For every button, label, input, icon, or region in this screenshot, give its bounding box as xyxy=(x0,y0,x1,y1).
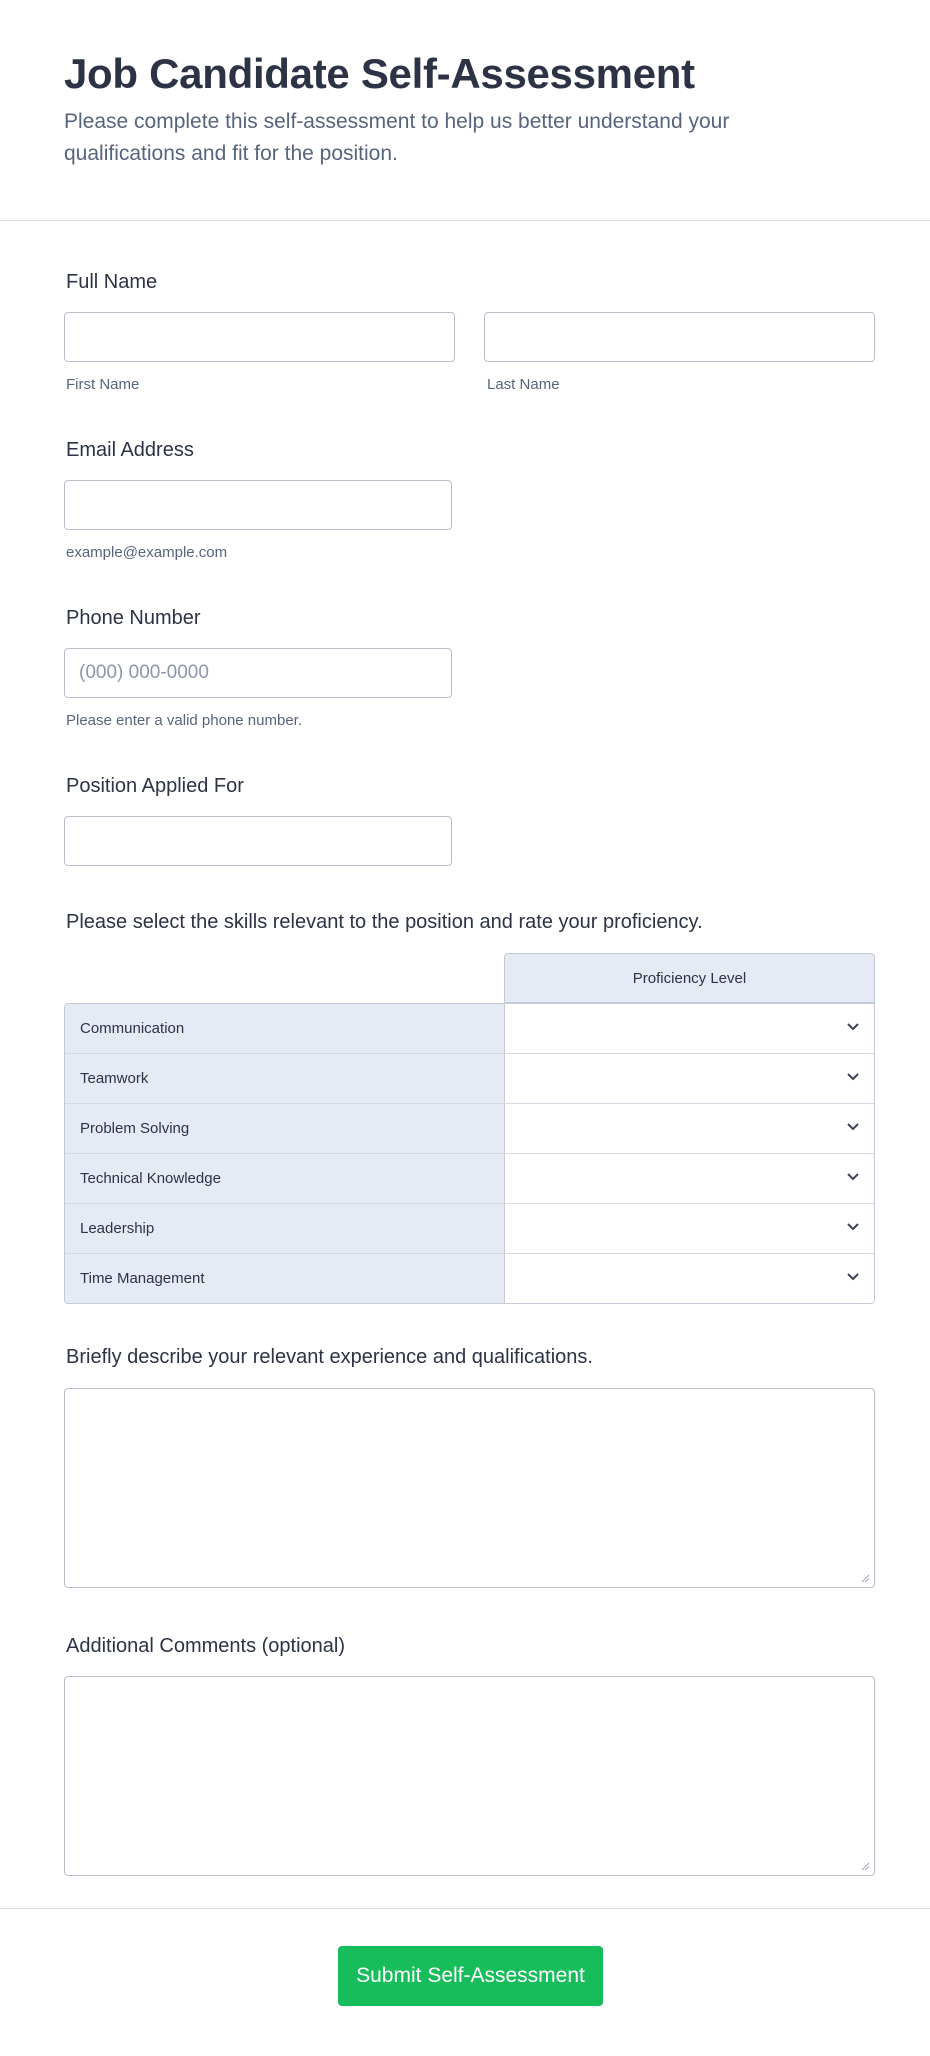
skill-label: Leadership xyxy=(65,1204,505,1253)
chevron-down-icon xyxy=(846,1220,860,1234)
chevron-down-icon xyxy=(846,1070,860,1084)
skills-label: Please select the skills relevant to the position and rate your proficiency. xyxy=(66,911,703,933)
skill-label: Teamwork xyxy=(65,1054,505,1103)
skill-label: Technical Knowledge xyxy=(65,1154,505,1203)
phone-label: Phone Number xyxy=(66,607,201,629)
page-subtitle: Please complete this self-assessment to help us better understand your qualifications and fit for the position. xyxy=(64,110,730,165)
full-name-label: Full Name xyxy=(66,271,158,293)
submit-button[interactable]: Submit Self-Assessment xyxy=(338,1946,603,2006)
chevron-down-icon xyxy=(846,1120,860,1134)
skill-row-time-management xyxy=(65,1254,874,1303)
phone-input[interactable] xyxy=(64,648,452,698)
skill-row-leadership xyxy=(65,1204,874,1254)
skill-row-technical-knowledge xyxy=(65,1154,874,1204)
resize-grip-icon[interactable] xyxy=(860,1573,870,1583)
form-footer xyxy=(0,1908,930,2056)
experience-label: Briefly describe your relevant experience and qualifications. xyxy=(66,1346,593,1368)
proficiency-select-teamwork[interactable] xyxy=(505,1054,874,1103)
last-name-sublabel: Last Name xyxy=(487,376,560,393)
chevron-down-icon xyxy=(846,1270,860,1284)
chevron-down-icon xyxy=(846,1020,860,1034)
skill-label: Communication xyxy=(65,1004,505,1053)
resize-grip-icon[interactable] xyxy=(860,1861,870,1871)
skill-label: Time Management xyxy=(65,1254,505,1303)
email-label: Email Address xyxy=(66,439,194,461)
experience-textarea[interactable] xyxy=(64,1388,875,1588)
skill-row-teamwork xyxy=(65,1054,874,1104)
page-title: Job Candidate Self-Assessment xyxy=(64,50,695,97)
proficiency-column-header: Proficiency Level xyxy=(504,953,875,1003)
comments-textarea[interactable] xyxy=(64,1676,875,1876)
email-input[interactable] xyxy=(64,480,452,530)
proficiency-select-leadership[interactable] xyxy=(505,1204,874,1253)
proficiency-select-communication[interactable] xyxy=(505,1004,874,1053)
form-header xyxy=(0,0,930,221)
chevron-down-icon xyxy=(846,1170,860,1184)
position-input[interactable] xyxy=(64,816,452,866)
phone-sublabel: Please enter a valid phone number. xyxy=(66,712,302,729)
proficiency-select-time-management[interactable] xyxy=(505,1254,874,1303)
first-name-input[interactable] xyxy=(64,312,455,362)
email-sublabel: example@example.com xyxy=(66,544,228,561)
proficiency-select-technical-knowledge[interactable] xyxy=(505,1154,874,1203)
skill-row-problem-solving xyxy=(65,1104,874,1154)
comments-label: Additional Comments (optional) xyxy=(66,1635,346,1657)
skill-label: Problem Solving xyxy=(65,1104,505,1153)
position-label: Position Applied For xyxy=(66,775,244,797)
skills-matrix-body xyxy=(64,1003,875,1304)
proficiency-select-problem-solving[interactable] xyxy=(505,1104,874,1153)
skill-row-communication xyxy=(65,1004,874,1054)
last-name-input[interactable] xyxy=(484,312,875,362)
first-name-sublabel: First Name xyxy=(66,376,140,393)
